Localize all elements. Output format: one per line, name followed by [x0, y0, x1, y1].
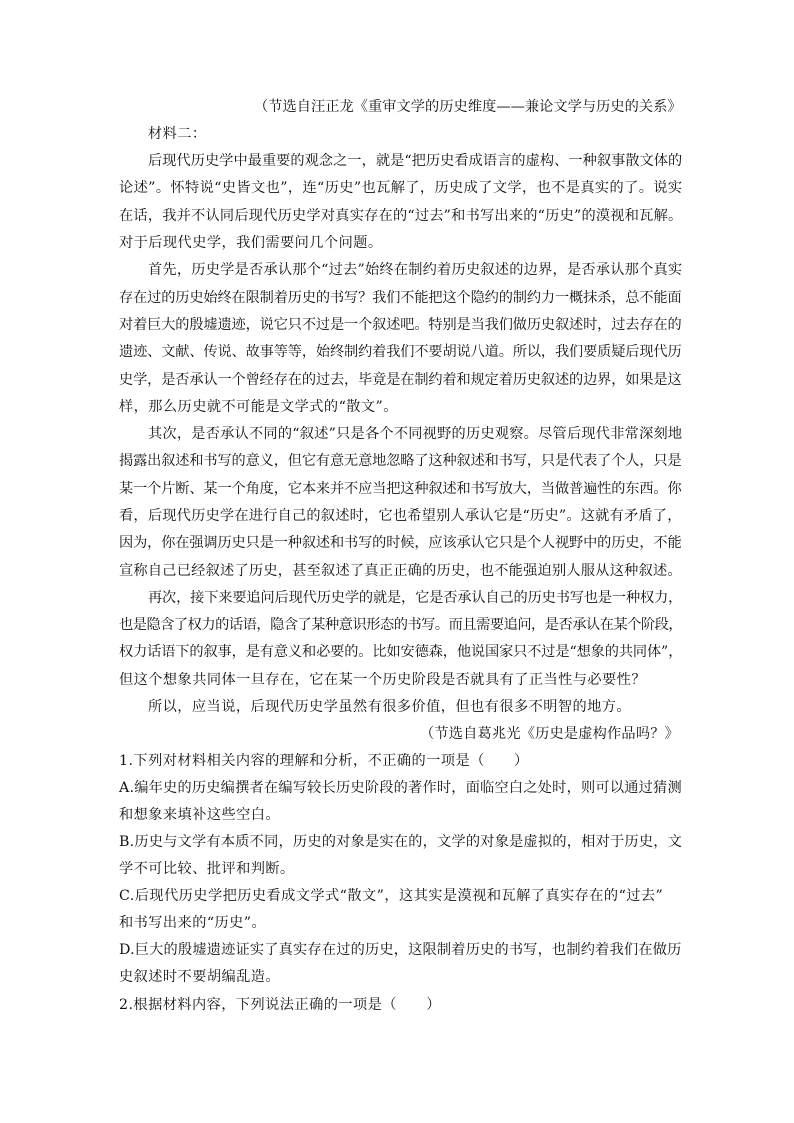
paragraph-line: 首先，历史学是否承认那个“过去”始终在制约着历史叙述的边界，是否承认那个真实 [148, 262, 683, 278]
paragraph-line: 但这个想象共同体一旦存在，它在某一个历史阶段是否就具有了正当性与必要性？ [119, 672, 646, 688]
question-1-stem: 1.下列对材料相关内容的理解和分析，不正确的一项是（ ） [119, 753, 529, 769]
material2-heading: 材料二： [148, 126, 207, 142]
question-1-option-d: D.巨大的殷墟遗迹证实了真实存在过的历史，这限制着历史的书写，也制约着我们在做历 [119, 942, 682, 958]
paragraph-line: 权力话语下的叙事，是有意义和必要的。比如安德森，他说国家只不过是“想象的共同体”， [119, 644, 683, 660]
paragraph-line: 后现代历史学中最重要的观念之一，就是“把历史看成语言的虚构、一种叙事散文体的 [148, 153, 683, 169]
paragraph-line: 某一个片断、某一个角度，它本来并不应当把这种叙述和书写放大，当做普遍性的东西。你 [119, 481, 682, 497]
paragraph-line: 因为，你在强调历史只是一种叙述和书写的时候，应该承认它只是个人视野中的历史，不能 [119, 535, 682, 551]
question-1-option-b: B.历史与文学有本质不同，历史的对象是实在的，文学的对象是虚拟的，相对于历史，文 [119, 834, 683, 850]
question-1-option-a: 和想象来填补这些空白。 [119, 807, 281, 823]
paragraph-line: 在话，我并不认同后现代历史学对真实存在的“过去”和书写出来的“历史”的漠视和瓦解。 [119, 208, 683, 224]
paragraph-line: 对于后现代史学，我们需要问几个问题。 [119, 235, 383, 251]
question-1-option-c: C.后现代历史学把历史看成文学式“散文”，这其实是漠视和瓦解了真实存在的“过去” [119, 888, 664, 904]
paragraph-line: 对着巨大的殷墟遗迹，说它只不过是一个叙述吧。特别是当我们做历史叙述时，过去存在的 [119, 317, 682, 333]
paragraph-line: 存在过的历史始终在限制着历史的书写？我们不能把这个隐约的制约力一概抹杀，总不能面 [119, 290, 682, 306]
paragraph-line: 史学，是否承认一个曾经存在的过去，毕竟是在制约着和规定着历史叙述的边界，如果是这 [119, 372, 682, 388]
paragraph-line: 宣称自己已经叙述了历史，甚至叙述了真正正确的历史，也不能强迫别人服从这种叙述。 [119, 563, 682, 579]
paragraph-line: 揭露出叙述和书写的意义，但它有意无意地忽略了这种叙述和书写，只是代表了个人，只是 [119, 453, 682, 469]
paragraph-line: 也是隐含了权力的话语，隐含了某种意识形态的书写。而且需要追问，是否承认在某个阶段， [119, 617, 683, 633]
paragraph-line: 遗迹、文献、传说、故事等等，始终制约着我们不要胡说八道。所以，我们要质疑后现代历 [119, 344, 682, 360]
question-2-stem: 2.根据材料内容，下列说法正确的一项是（ ） [119, 997, 441, 1013]
paragraph-line: 所以，应当说，后现代历史学虽然有很多价值，但也有很多不明智的地方。 [148, 699, 632, 715]
paragraph-line: 论述”。怀特说“史皆文也”，连“历史”也瓦解了，历史成了文学，也不是真实的了。说实 [119, 180, 683, 196]
paragraph-line: 看，后现代历史学在进行自己的叙述时，它也希望别人承认它是“历史”。这就有矛盾了， [119, 508, 682, 524]
question-1-option-b: 学不可比较、批评和判断。 [119, 861, 295, 877]
question-1-option-d: 史叙述时不要胡编乱造。 [119, 969, 281, 985]
material2-source: （节选自葛兆光《历史是虚构作品吗？》 [420, 726, 679, 742]
question-1-option-c: 和书写出来的“历史”。 [119, 915, 267, 931]
paragraph-line: 其次，是否承认不同的“叙述”只是各个不同视野的历史观察。尽管后现代非常深刻地 [148, 426, 683, 442]
paragraph-line: 再次，接下来要追问后现代历史学的就是，它是否承认自己的历史书写也是一种权力， [148, 590, 683, 606]
question-1-option-a: A.编年史的历史编撰者在编写较长历史阶段的著作时，面临空白之处时，则可以通过猜测 [119, 780, 682, 796]
material1-source: （节选自汪正龙《重审文学的历史维度——兼论文学与历史的关系》 [254, 99, 682, 115]
paragraph-line: 样，那么历史就不可能是文学式的“散文”。 [119, 399, 398, 415]
